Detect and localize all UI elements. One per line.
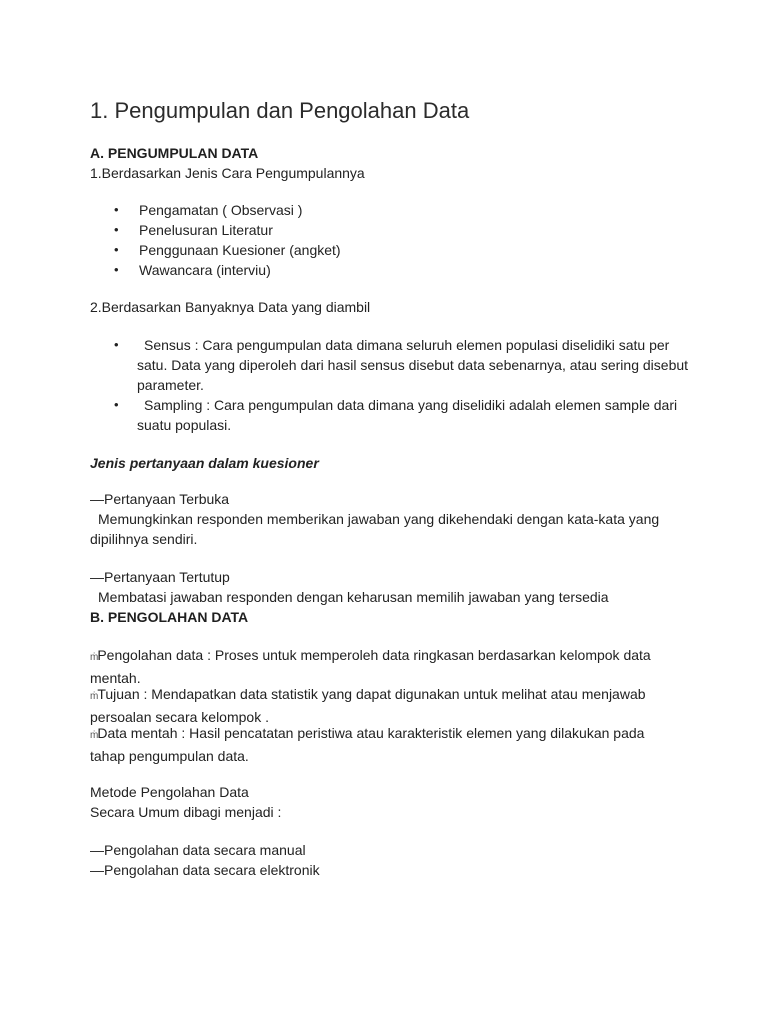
bullet-icon: • [114,262,119,277]
list-item-sampling: Sampling : Cara pengumpulan data dimana yang diselidiki adalah elemen sample dari suatu populasi. [137,397,678,433]
list-item-sensus: Sensus : Cara pengumpulan data dimana seluruh elemen populasi diselidiki satu per satu. Data yang diperoleh dari hasil sensus disebut data sebenarnya, atau sering disebut parameter. [137,337,689,393]
questions-heading: Jenis pertanyaan dalam kuesioner [90,455,319,471]
processing-item-text: Data mentah : Hasil pencatatan peristiwa atau karakteristik elemen yang dilakukan pada tahap pengumpulan data. [90,725,645,764]
list-item: Penelusuran Literatur [139,222,273,238]
processing-item [90,645,680,688]
subheading-data-amount: 2.Berdasarkan Banyaknya Data yang diambil [90,299,371,315]
closed-question-description: Membatasi jawaban responden dengan keharusan memilih jawaban yang tersedia [98,589,609,605]
section-b-heading: B. PENGOLAHAN DATA [90,609,249,625]
bullet-icon: • [114,337,119,352]
bullet-symbol-icon: ṁ [90,652,98,663]
bullet-icon: • [114,242,119,257]
document-title: 1. Pengumpulan dan Pengolahan Data [90,98,470,123]
method-title: Metode Pengolahan Data [90,784,249,800]
section-a-heading: A. PENGUMPULAN DATA [90,145,259,161]
open-question-description: Memungkinkan responden memberikan jawaban yang dikehendaki dengan kata-kata yang dipilihnya sendiri. [90,511,660,547]
method-item: —Pengolahan data secara elektronik [90,862,320,878]
list-item: Penggunaan Kuesioner (angket) [139,242,341,258]
processing-item-text: Tujuan : Mendapatkan data statistik yang dapat digunakan untuk melihat atau menjawab persoalan secara kelompok . [90,686,646,725]
processing-item [90,684,680,727]
method-item: —Pengolahan data secara manual [90,842,306,858]
closed-question-label: —Pertanyaan Tertutup [90,569,230,585]
list-item: Pengamatan ( Observasi ) [139,202,303,218]
open-question-label: —Pertanyaan Terbuka [90,491,230,507]
bullet-symbol-icon: ṁ [90,691,98,702]
bullet-icon: • [114,397,119,412]
bullet-icon: • [114,202,119,217]
bullet-icon: • [114,222,119,237]
method-subtitle: Secara Umum dibagi menjadi : [90,804,282,820]
bullet-symbol-icon: ṁ [90,730,98,741]
subheading-collection-method: 1.Berdasarkan Jenis Cara Pengumpulannya [90,165,365,181]
processing-item [90,723,680,766]
processing-item-text: Pengolahan data : Proses untuk memperoleh data ringkasan berdasarkan kelompok data mentah. [90,647,651,686]
list-item: Wawancara (interviu) [139,262,271,278]
